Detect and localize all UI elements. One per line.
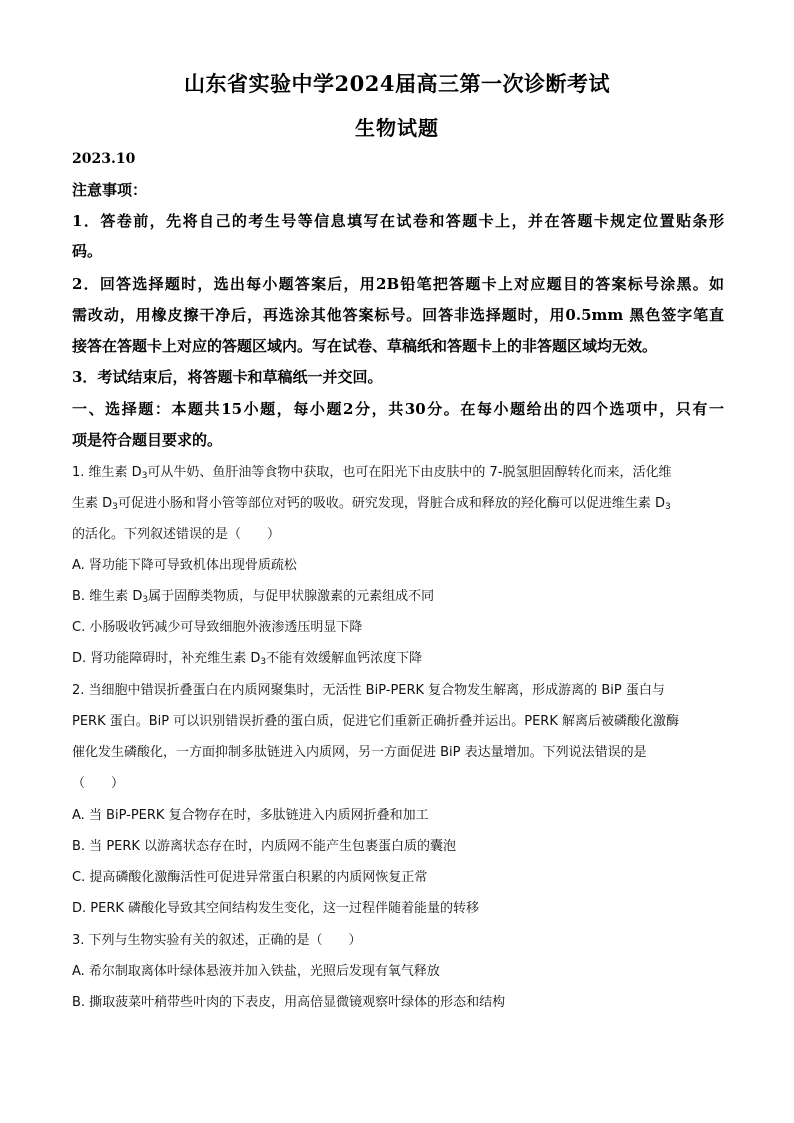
notice-item-1-line-1: 1．答卷前，先将自己的考生号等信息填写在试卷和答题卡上，并在答题卡规定位置贴条形	[72, 212, 724, 230]
question-1-option-b: B. 维生素 $D_3$属于固醇类物质，与促甲状腺激素的元素组成不同	[72, 589, 435, 605]
question-2-line-4: （ ）	[72, 776, 125, 791]
exam-title: 山东省实验中学2024届高三第一次诊断考试	[184, 71, 610, 96]
notice-item-2-line-2: 需改动，用橡皮擦干净后，再选涂其他答案标号。回答非选择题时，用0.5mm 黑色签字笔直	[72, 306, 724, 324]
notice-item-1-line-2: 码。	[72, 242, 103, 260]
question-2-option-d: D. PERK 磷酸化导致其空间结构发生变化，这一过程伴随着能量的转移	[72, 901, 480, 916]
question-2-line-2: PERK 蛋白。BiP 可以识别错误折叠的蛋白质，促进它们重新正确折叠并运出。PERK 解离后被磷酸化激酶	[72, 714, 679, 729]
question-1-line-1: 1. 维生素 $D_3$可从牛奶、鱼肝油等食物中获取，也可在阳光下由皮肤中的 7-脱氢胆固醇转化而来，活化维	[72, 465, 672, 481]
exam-date: 2023.10	[72, 151, 136, 167]
question-1-option-c: C. 小肠吸收钙减少可导致细胞外液渗透压明显下降	[72, 620, 363, 635]
section-1-heading-line-1: 一、选择题：本题共15小题，每小题2分，共30分。在每小题给出的四个选项中，只有一	[72, 400, 724, 418]
question-1-line-2: 生素 $D_3$可促进小肠和肾小管等部位对钙的吸收。研究发现，肾脏合成和释放的羟化酶可以促进维生素 $D_3$	[72, 496, 671, 512]
notice-item-3: 3．考试结束后，将答题卡和草稿纸一并交回。	[72, 368, 383, 386]
notice-item-2-line-3: 接答在答题卡上对应的答题区域内。写在试卷、草稿纸和答题卡上的非答题区域均无效。	[72, 337, 658, 355]
question-2-option-b: B. 当 PERK 以游离状态存在时，内质网不能产生包裹蛋白质的囊泡	[72, 839, 457, 854]
section-1-heading-line-2: 项是符合题目要求的。	[72, 431, 223, 449]
notice-heading: 注意事项：	[72, 181, 148, 199]
question-2-option-a: A. 当 BiP-PERK 复合物存在时，多肽链进入内质网折叠和加工	[72, 808, 429, 823]
question-2-line-3: 催化发生磷酸化，一方面抑制多肽链进入内质网，另一方面促进 BiP 表达量增加。下列说法错误的是	[72, 745, 647, 760]
question-3-line-1: 3. 下列与生物实验有关的叙述，正确的是（ ）	[72, 933, 362, 948]
question-1-option-d: D. 肾功能障碍时，补充维生素 $D_3$不能有效缓解血钙浓度下降	[72, 651, 423, 667]
subject-title: 生物试题	[355, 116, 439, 140]
question-3-option-a: A. 希尔制取离体叶绿体悬液并加入铁盐，光照后发现有氧气释放	[72, 964, 440, 979]
notice-item-2-line-1: 2．回答选择题时，选出每小题答案后，用2B铅笔把答题卡上对应题目的答案标号涂黑。如	[72, 275, 724, 293]
question-1-line-3: 的活化。下列叙述错误的是（ ）	[72, 527, 281, 542]
question-1-option-a: A. 肾功能下降可导致机体出现骨质疏松	[72, 558, 297, 573]
question-3-option-b: B. 撕取菠菜叶稍带些叶肉的下表皮，用高倍显微镜观察叶绿体的形态和结构	[72, 995, 506, 1010]
question-2-option-c: C. 提高磷酸化激酶活性可促进异常蛋白积累的内质网恢复正常	[72, 870, 428, 885]
question-2-line-1: 2. 当细胞中错误折叠蛋白在内质网聚集时，无活性 BiP-PERK 复合物发生解离，形成游离的 BiP 蛋白与	[72, 683, 665, 698]
